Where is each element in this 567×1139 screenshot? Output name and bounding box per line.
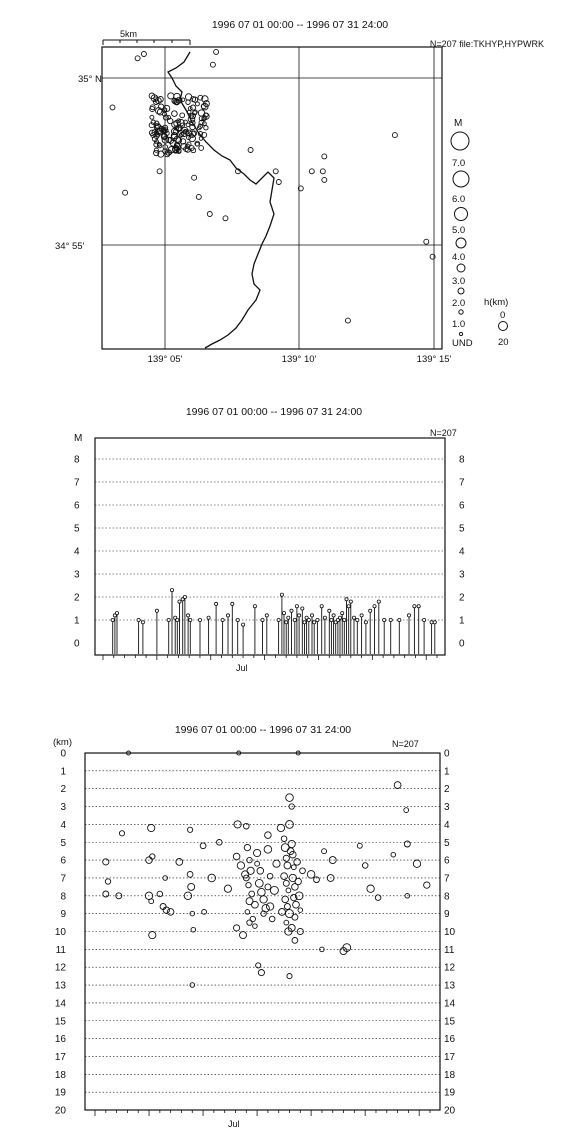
epicenter-marker [322,154,327,159]
scale-bar [103,29,190,45]
depth-event-marker [283,855,289,861]
depth-event-marker [267,873,273,879]
depth-ytick-right: 7 [444,873,450,885]
depth-ytick-right: 6 [444,855,450,867]
depth-ytick-right: 14 [444,998,456,1010]
depth-ytick-right: 0 [444,748,450,760]
epicenter-marker [198,110,204,116]
depth-ytick-right: 13 [444,980,456,992]
depth-event-marker [200,843,206,849]
depth-event-marker [277,824,284,831]
mag-event-head [356,618,359,621]
mag-event-head [231,602,234,605]
mag-ytick-right: 4 [459,546,465,558]
mag-event-head [413,605,416,608]
mag-ytick-left: 5 [74,523,80,535]
depth-event-marker [265,832,272,839]
mag-event-head [341,612,344,615]
mag-event-head [310,614,313,617]
mag-event-head [285,621,288,624]
mag-event-head [295,605,298,608]
mag-event-head [320,605,323,608]
map-frame [102,47,442,349]
mag-event-head [221,618,224,621]
mag-ytick-left: 2 [74,592,80,604]
mag-event-head [298,614,301,617]
mag-event-head [167,618,170,621]
epicenter-marker [141,52,146,57]
legend-h20-label: 20 [498,337,509,348]
mag-frame [95,438,445,655]
depth-ytick-left: 18 [54,1069,66,1081]
depth-event-marker [254,849,261,856]
mag-event-head [407,614,410,617]
mag-ytick-left: 8 [74,454,80,466]
depth-event-marker [284,920,289,925]
mag-event-head [226,614,229,617]
epicenter-marker [185,94,191,100]
mag-event-head [303,621,306,624]
epicenter-marker [199,137,203,141]
depth-ytick-right: 10 [444,927,456,938]
depth-ytick-left: 17 [54,1051,66,1063]
depth-event-marker [279,909,286,916]
depth-ytick-left: 10 [54,927,66,938]
depth-event-marker [283,880,289,886]
depth-event-marker [253,924,258,929]
legend-m1-label: 1.0 [452,319,466,330]
epicenter-marker [135,56,140,61]
legend-und-label: UND [452,338,473,349]
depth-legend [484,297,509,348]
mag-event-head [433,621,436,624]
map-info: N=207 file:TKHYP,HYPWRK [429,39,545,49]
mag-event-head [176,618,179,621]
depth-event-marker [119,831,124,836]
depth-event-marker [293,901,300,908]
mag-ytick-right: 3 [459,569,465,581]
depth-event-marker [286,794,294,802]
legend-circle-m7 [451,132,469,150]
depth-ytick-right: 9 [444,909,450,921]
mag-event-head [377,600,380,603]
mag-ytick-labels [74,455,465,650]
depth-ytick-right: 2 [444,784,450,796]
epicenter-marker [172,111,178,117]
depth-event-marker [247,867,254,874]
mag-ytick-left: 1 [74,615,80,627]
depth-ytick-left: 7 [60,873,66,885]
epicenter-marker [180,113,185,118]
depth-ytick-right: 17 [444,1051,456,1063]
depth-event-marker [292,938,298,944]
depth-ytick-left: 15 [54,1016,66,1028]
lon-label-139-05: 139° 05' [147,354,183,365]
depth-ytick-left: 12 [54,962,66,974]
depth-event-marker [244,844,250,850]
legend-circle-m2 [458,288,464,294]
depth-ytick-left: 19 [54,1087,66,1099]
scale-bar-label: 5km [120,29,138,39]
depth-ytick-right: 8 [444,891,450,903]
legend-h-title: h(km) [484,297,509,308]
epicenter-marker [424,239,429,244]
depth-event-marker [273,860,280,867]
mag-event-head [369,609,372,612]
legend-circle-m4 [456,238,466,248]
epicenter-marker [210,62,215,67]
depth-event-marker [291,865,296,870]
mag-event-head [423,618,426,621]
depth-annotation: N=207 [392,739,419,749]
legend-circle-und [459,332,462,335]
mag-event-head [287,616,290,619]
mag-ytick-left: 3 [74,569,80,581]
depth-event-marker [167,909,174,916]
epicenter-marker [204,126,208,130]
depth-event-marker [282,896,289,903]
depth-day-ticks [95,1110,430,1116]
mag-ytick-left: 0 [74,638,80,650]
depth-event-marker [286,888,291,893]
depth-ylabel: (km) [53,737,72,748]
mag-event-head [282,612,285,615]
depth-event-marker [149,899,154,904]
epicenter-marker [248,148,253,153]
depth-event-marker [288,840,295,847]
depth-event-marker [287,974,292,979]
depth-event-marker [295,878,301,884]
depth-ytick-left: 2 [60,784,66,796]
depth-ytick-right: 5 [444,837,450,849]
legend-circle-m5 [455,208,468,221]
depth-event-marker [424,882,430,888]
map-panel [55,19,544,365]
mag-ytick-right: 2 [459,592,465,604]
depth-event-marker [149,932,156,939]
mag-event-head [364,621,367,624]
depth-event-marker [103,859,109,865]
mag-event-head [343,618,346,621]
mag-event-head [345,598,348,601]
depth-event-marker [264,846,272,854]
depth-event-marker [242,871,249,878]
depth-event-marker [176,859,183,866]
depth-event-marker [394,782,401,789]
mag-event-head [373,605,376,608]
lon-label-139-15: 139° 15' [416,354,452,365]
depth-event-marker [246,898,253,905]
depth-event-marker [300,868,306,874]
mag-event-head [352,616,355,619]
mag-ylabel: M [74,433,83,444]
mag-event-head [183,595,186,598]
depth-gridlines [85,771,440,1092]
depth-event-marker [270,886,278,894]
depth-ytick-left: 0 [60,748,66,760]
mag-event-head [389,618,392,621]
depth-ytick-left: 11 [55,944,66,956]
epicenter-marker [223,216,228,221]
mag-ytick-right: 0 [459,638,465,650]
epicenter-marker [320,169,325,174]
depth-ytick-left: 5 [60,837,66,849]
depth-event-marker [240,932,247,939]
depth-ytick-right: 12 [444,962,456,974]
depth-ytick-left: 8 [60,891,66,903]
depth-event-marker [255,879,263,887]
depth-event-marker [257,868,264,875]
depth-event-marker [307,871,315,879]
depth-panel [53,724,456,1129]
epicenter-marker [309,169,314,174]
mag-ytick-left: 4 [74,546,80,558]
depth-ytick-left: 14 [54,998,66,1010]
depth-ytick-right: 3 [444,802,450,814]
mag-event-head [307,618,310,621]
magnitude-panel [74,406,465,673]
depth-event-marker [413,860,420,867]
mag-ytick-right: 5 [459,523,465,535]
depth-ytick-right: 16 [444,1034,456,1046]
mag-event-head [330,618,333,621]
depth-ytick-right: 20 [444,1105,456,1117]
depth-event-marker [357,843,362,848]
legend-m5-label: 5.0 [452,225,466,236]
depth-ytick-right: 1 [444,766,450,778]
depth-ytick-left: 3 [60,802,66,814]
depth-event-marker [237,862,244,869]
epicenter-marker [273,169,278,174]
legend-circle-h20 [499,322,508,331]
depth-ytick-right: 15 [444,1016,456,1028]
epicenter-marker [186,123,190,127]
legend-circle-m3 [457,264,465,272]
depth-event-marker [246,882,251,887]
mag-event-head [323,616,326,619]
depth-event-marker [391,852,396,857]
depth-event-marker [258,888,266,896]
mag-event-head [383,618,386,621]
mag-event-head [301,607,304,610]
mag-xlabel: Jul [236,663,248,673]
depth-event-marker [191,927,196,932]
depth-event-marker [404,841,410,847]
depth-event-marker [148,824,155,831]
depth-ytick-right: 18 [444,1069,456,1081]
depth-event-marker [163,907,169,913]
depth-event-marker [375,895,381,901]
depth-title: 1996 07 01 00:00 -- 1996 07 31 24:00 [174,724,352,736]
epicenter-marker [150,115,154,119]
coastline [168,52,274,348]
mag-event-head [430,621,433,624]
depth-event-marker [367,885,374,892]
depth-event-marker [256,963,261,968]
epicenter-marker [123,190,128,195]
depth-ytick-right: 4 [444,819,450,831]
map-title: 1996 07 01 00:00 -- 1996 07 31 24:00 [211,19,389,31]
depth-event-marker [224,885,231,892]
legend-m4-label: 4.0 [452,252,466,263]
mag-event-head [111,618,114,621]
mag-event-head [236,618,239,621]
epicenter-marker [110,105,115,110]
mag-event-head [338,616,341,619]
mag-event-head [207,616,210,619]
mag-ytick-right: 1 [459,615,465,627]
legend-circle-m6 [453,171,469,187]
magnitude-legend [451,118,473,349]
mag-event-head [261,618,264,621]
depth-ytick-left: 1 [60,766,66,778]
depth-ytick-left: 6 [60,855,66,867]
legend-m7-label: 7.0 [452,158,466,169]
epicenter-marker [345,318,350,323]
depth-event-marker [362,863,368,869]
depth-event-marker [249,891,255,897]
mag-event-head [398,618,401,621]
mag-event-head [347,605,350,608]
depth-xlabel: Jul [228,1119,240,1129]
epicenter-marker [214,49,219,54]
epicenter-marker [157,169,162,174]
mag-event-head [141,621,144,624]
depth-event-marker [266,903,273,910]
depth-event-marker [105,879,110,884]
mag-event-head [242,623,245,626]
mag-event-head [115,612,118,615]
mag-event-head [316,618,319,621]
legend-m-title: M [454,118,463,129]
depth-event-marker [188,883,195,890]
depth-event-marker [247,920,252,925]
mag-event-head [155,609,158,612]
depth-ytick-left: 4 [60,819,66,831]
epicenter-marker [322,177,327,182]
epicenter-marker [392,133,397,138]
depth-event-marker [260,896,267,903]
mag-ytick-right: 8 [459,454,465,466]
depth-event-marker [250,916,255,921]
mag-event-head [215,602,218,605]
mag-event-head [293,618,296,621]
depth-event-marker [292,914,298,920]
mag-day-ticks [103,655,437,660]
mag-event-head [253,605,256,608]
mag-ytick-left: 6 [74,500,80,512]
legend-m2-label: 2.0 [452,298,466,309]
depth-event-marker [404,808,409,813]
epicenter-marker [199,146,204,151]
depth-events [103,751,430,987]
depth-event-marker [284,904,290,910]
mag-event-head [328,609,331,612]
depth-event-marker [298,908,303,913]
mag-event-head [349,600,352,603]
mag-annotation: N=207 [430,428,457,438]
epicenter-marker [276,180,281,185]
mag-event-stems [111,589,436,655]
mag-ytick-right: 6 [459,500,465,512]
depth-event-marker [265,884,271,890]
depth-ytick-left: 9 [60,909,66,921]
mag-gridlines [95,459,445,620]
depth-event-marker [322,849,327,854]
depth-event-marker [294,859,301,866]
depth-event-marker [284,862,291,869]
depth-event-marker [255,861,260,866]
lon-label-139-10: 139° 10' [281,354,317,365]
depth-ytick-left: 20 [54,1105,66,1117]
mag-event-head [265,614,268,617]
depth-event-marker [281,873,288,880]
mag-event-head [137,618,140,621]
mag-ytick-right: 7 [459,477,465,489]
mag-title: 1996 07 01 00:00 -- 1996 07 31 24:00 [185,406,363,418]
mag-event-head [360,614,363,617]
depth-event-marker [187,872,193,878]
mag-event-head [313,621,316,624]
mag-ytick-left: 7 [74,477,80,489]
legend-h0-label: 0 [500,310,506,321]
depth-ytick-labels [55,749,456,1117]
depth-event-marker [234,925,240,931]
mag-event-head [198,618,201,621]
legend-m6-label: 6.0 [452,194,466,205]
depth-ytick-left: 16 [54,1034,66,1046]
depth-event-marker [103,891,109,897]
epicenter-marker [192,175,197,180]
depth-event-marker [269,916,275,922]
epicenter-marker [186,100,190,104]
mag-event-head [187,614,190,617]
depth-ytick-left: 13 [54,980,66,992]
epicenter-marker [207,212,212,217]
depth-event-marker [233,853,240,860]
depth-event-marker [258,970,264,976]
depth-ytick-right: 19 [444,1087,456,1099]
mag-event-head [170,589,173,592]
legend-circle-m1 [459,310,463,314]
depth-ytick-right: 11 [444,944,455,956]
lat-label-35n: 35° N [78,74,102,85]
mag-event-head [189,618,192,621]
mag-event-head [332,614,335,617]
legend-m3-label: 3.0 [452,276,466,287]
depth-event-marker [281,836,287,842]
epicenter-marker [168,93,174,99]
mag-event-head [280,593,283,596]
mag-event-head [290,609,293,612]
depth-event-marker [262,905,269,912]
depth-event-marker [188,827,193,832]
epicenter-marker [196,194,201,199]
mag-event-head [178,600,181,603]
mag-event-head [277,618,280,621]
lat-label-34-55: 34° 55' [55,241,85,252]
mag-event-head [417,605,420,608]
